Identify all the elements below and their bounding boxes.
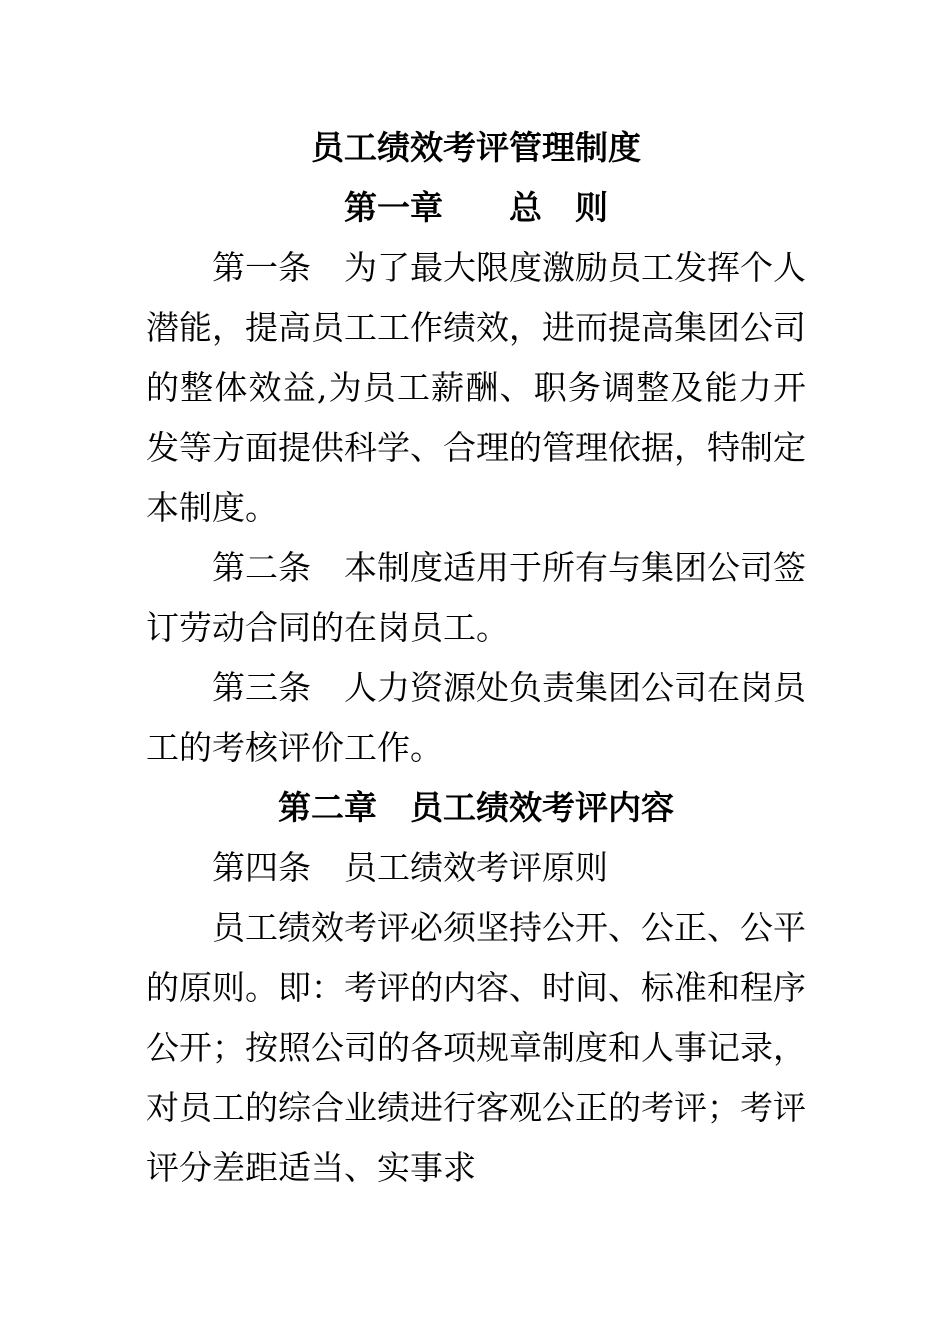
article-2-paragraph: 第二条 本制度适用于所有与集团公司签订劳动合同的在岗员工。: [146, 548, 806, 647]
article-1-paragraph: 第一条 为了最大限度激励员工发挥个人潜能，提高员工工作绩效，进而提高集团公司的整体效益,为员工薪酬、职务调整及能力开发等方面提供科学、合理的管理依据，特制定本制度。: [146, 248, 806, 527]
document-body: [146, 118, 806, 1198]
chapter-1-heading: 第一章 总 则: [344, 188, 608, 227]
article-3-paragraph: 第三条 人力资源处负责集团公司在岗员工的考核评价工作。: [146, 668, 806, 767]
document-title: 员工绩效考评管理制度: [311, 128, 641, 167]
article-4-paragraph: 第四条 员工绩效考评原则: [212, 848, 608, 887]
principle-paragraph: 员工绩效考评必须坚持公开、公正、公平的原则。即：考评的内容、时间、标准和程序公开；按照公司的各项规章制度和人事记录，对员工的综合业绩进行客观公正的考评；考评评分差距适当、实事求: [146, 908, 806, 1187]
chapter-2-heading: 第二章 员工绩效考评内容: [278, 788, 674, 827]
